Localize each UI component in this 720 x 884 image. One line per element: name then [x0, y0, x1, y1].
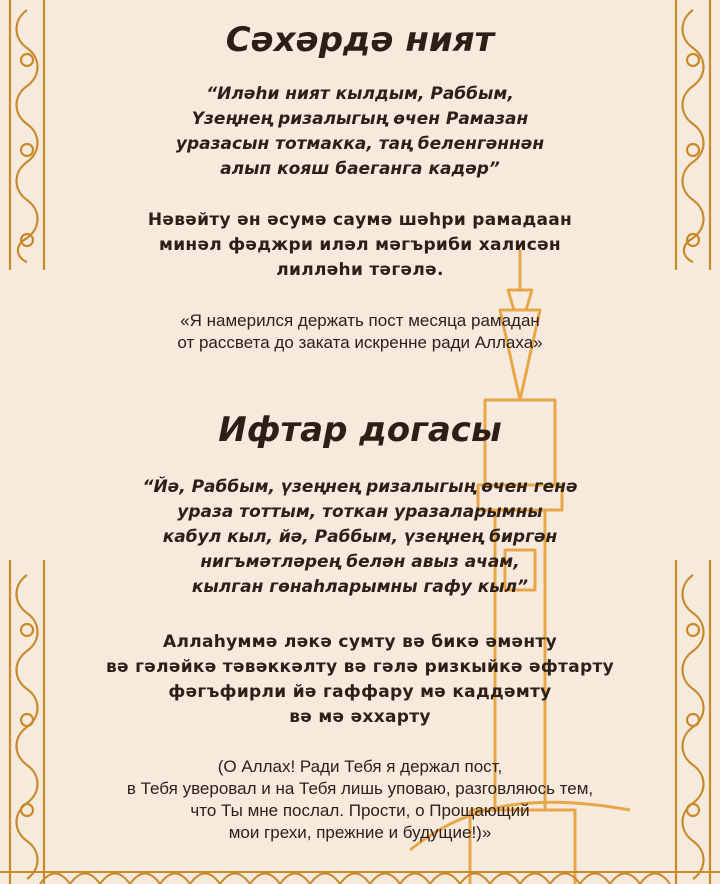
- sahar-quote: [90, 82, 630, 182]
- iftar-russian-line: в Тебя уверовал и на Тебя лишь уповаю, разговляюсь тем,: [126, 779, 594, 798]
- sahar-quote-line: Үзеңнең ризалыгың өчен Рамазан: [191, 109, 529, 129]
- iftar-arabic-line: вә мә әххарту: [289, 707, 431, 727]
- iftar-russian-line: что Ты мне послал. Прости, о Прощающий: [190, 801, 530, 820]
- sahar-russian-translation: [90, 310, 630, 354]
- iftar-quote-line: кабул кыл, йә, Раббым, үзеңнең биргән: [162, 527, 558, 547]
- iftar-arabic-line: Аллаһуммә ләкә сумту вә бикә әмәнту: [163, 632, 557, 652]
- iftar-title: Ифтар догасы: [218, 410, 502, 450]
- sahar-quote-line: уразасын тотмакка, таң беленгәннән: [175, 134, 545, 154]
- sahar-title: Сәхәрдә ният: [225, 20, 495, 60]
- iftar-quote-line: нигъмәтләрең белән авыз ачам,: [200, 552, 520, 572]
- iftar-quote-line: “Йә, Раббым, үзеңнең ризалыгың өчен генә: [142, 477, 578, 497]
- sahar-russian-line: «Я намерился держать пост месяца рамадан: [180, 311, 540, 330]
- iftar-russian-translation: [60, 756, 660, 844]
- sahar-arabic-line: минәл фәджри иләл мәгъриби халисән: [159, 235, 561, 255]
- sahar-arabic-line: лилләһи тәгәлә.: [276, 260, 444, 280]
- iftar-russian-line: (О Аллах! Ради Тебя я держал пост,: [217, 757, 503, 776]
- sahar-transliteration: [90, 208, 630, 283]
- iftar-quote-line: кылган гөнаһларымны гафу кыл”: [191, 577, 529, 597]
- iftar-arabic-line: фәгъфирли йә гаффару мә каддәмту: [168, 682, 552, 702]
- iftar-transliteration: [90, 630, 630, 730]
- sahar-russian-line: от рассвета до заката искренне ради Аллаха»: [177, 333, 543, 352]
- sahar-quote-line: “Иләһи ният кылдым, Раббым,: [206, 84, 514, 104]
- iftar-quote: [90, 475, 630, 600]
- sahar-arabic-line: Нәвәйту ән әсумә саумә шәһри рамадаан: [147, 210, 573, 230]
- bottom-ornament-border: [0, 866, 720, 884]
- iftar-russian-line: мои грехи, прежние и будущие!)»: [228, 823, 492, 842]
- iftar-quote-line: ураза тоттым, тоткан уразаларымны: [177, 502, 543, 522]
- sahar-quote-line: алып кояш баеганга кадәр”: [220, 159, 500, 179]
- iftar-arabic-line: вә гәләйкә тәвәккәлту вә гәлә ризкыйкә әфтарту: [106, 657, 614, 677]
